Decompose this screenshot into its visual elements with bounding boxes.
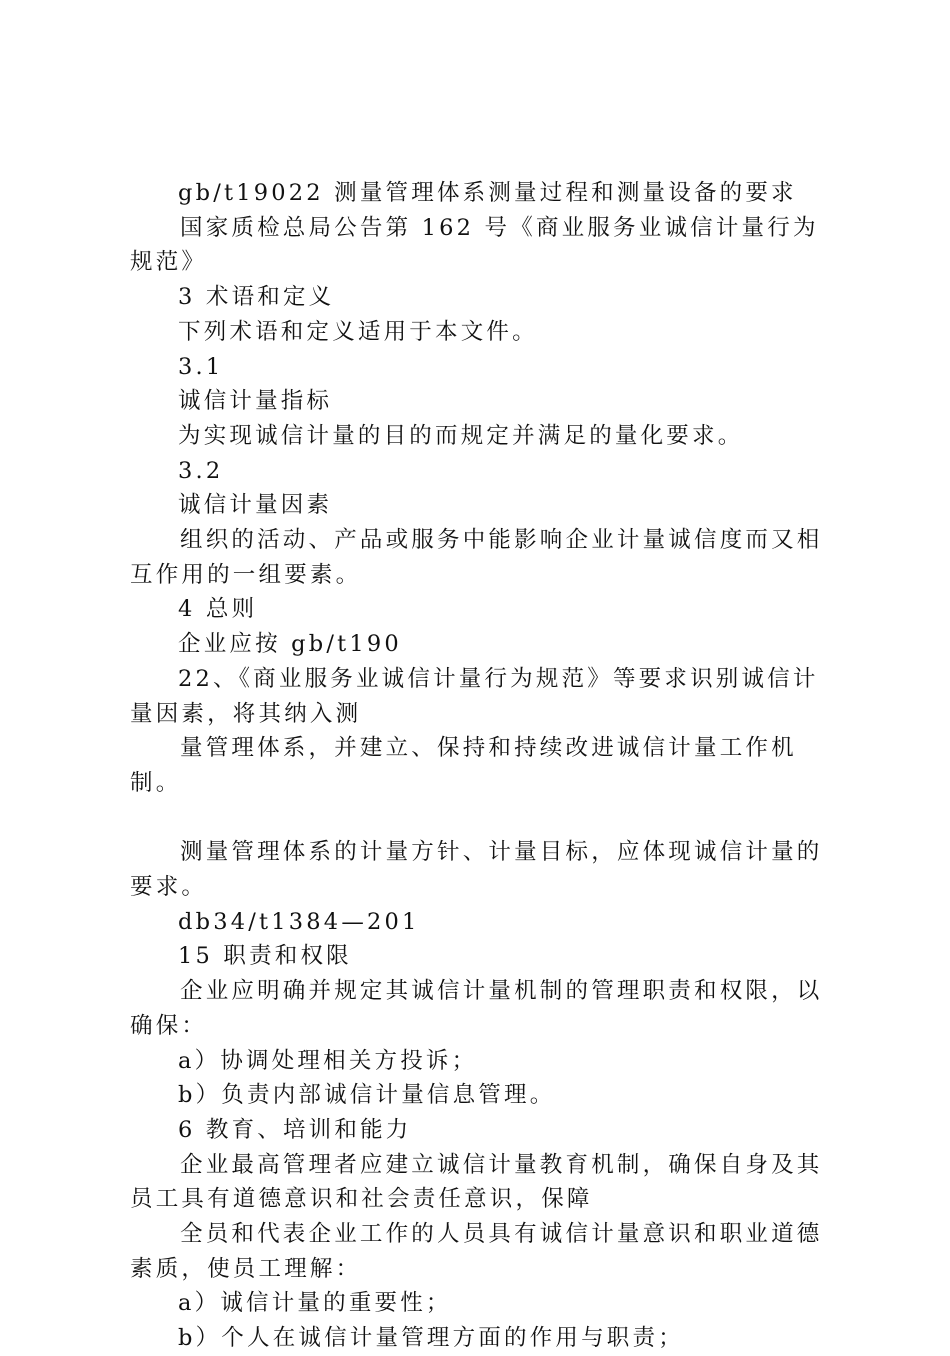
document-body bbox=[130, 176, 840, 1356]
clause-number: 3.2 bbox=[178, 457, 224, 484]
section-heading: 6 教育、培训和能力 bbox=[178, 1116, 412, 1143]
list-item: b）个人在诚信计量管理方面的作用与职责； bbox=[178, 1325, 684, 1352]
term-heading: 诚信计量因素 bbox=[178, 492, 333, 519]
list-item: a）协调处理相关方投诉； bbox=[178, 1047, 478, 1074]
paragraph: 企业最高管理者应建立诚信计量教育机制，确保自身及其员工具有道德意识和社会责任意识，保障 bbox=[130, 1151, 823, 1213]
term-heading: 诚信计量指标 bbox=[178, 388, 333, 415]
list-item: a）诚信计量的重要性； bbox=[178, 1290, 452, 1317]
paragraph: 全员和代表企业工作的人员具有诚信计量意识和职业道德素质，使员工理解： bbox=[130, 1221, 823, 1282]
clause-number: 3.1 bbox=[178, 353, 224, 380]
paragraph: 企业应按 gb/t190 bbox=[178, 631, 402, 658]
list-item: b）负责内部诚信计量信息管理。 bbox=[178, 1082, 556, 1109]
section-heading: 15 职责和权限 bbox=[178, 943, 352, 970]
paragraph: 测量管理体系的计量方针、计量目标，应体现诚信计量的要求。 bbox=[130, 839, 823, 901]
section-heading: 3 术语和定义 bbox=[178, 284, 335, 311]
paragraph: db34/t1384—201 bbox=[178, 908, 420, 935]
section-heading: 4 总则 bbox=[178, 596, 258, 623]
paragraph: 下列术语和定义适用于本文件。 bbox=[178, 318, 538, 345]
paragraph: 为实现诚信计量的目的而规定并满足的量化要求。 bbox=[178, 422, 744, 449]
paragraph: 国家质检总局公告第 162 号《商业服务业诚信计量行为规范》 bbox=[130, 214, 819, 276]
paragraph: gb/t19022 测量管理体系测量过程和测量设备的要求 bbox=[178, 180, 797, 206]
paragraph: 组织的活动、产品或服务中能影响企业计量诚信度而又相互作用的一组要素。 bbox=[130, 527, 823, 588]
paragraph: 量管理体系，并建立、保持和持续改进诚信计量工作机制。 bbox=[130, 735, 797, 796]
blank-line bbox=[130, 801, 840, 836]
paragraph: 22、《商业服务业诚信计量行为规范》等要求识别诚信计量因素，将其纳入测 bbox=[130, 665, 819, 727]
paragraph: 企业应明确并规定其诚信计量机制的管理职责和权限，以确保： bbox=[130, 978, 823, 1039]
